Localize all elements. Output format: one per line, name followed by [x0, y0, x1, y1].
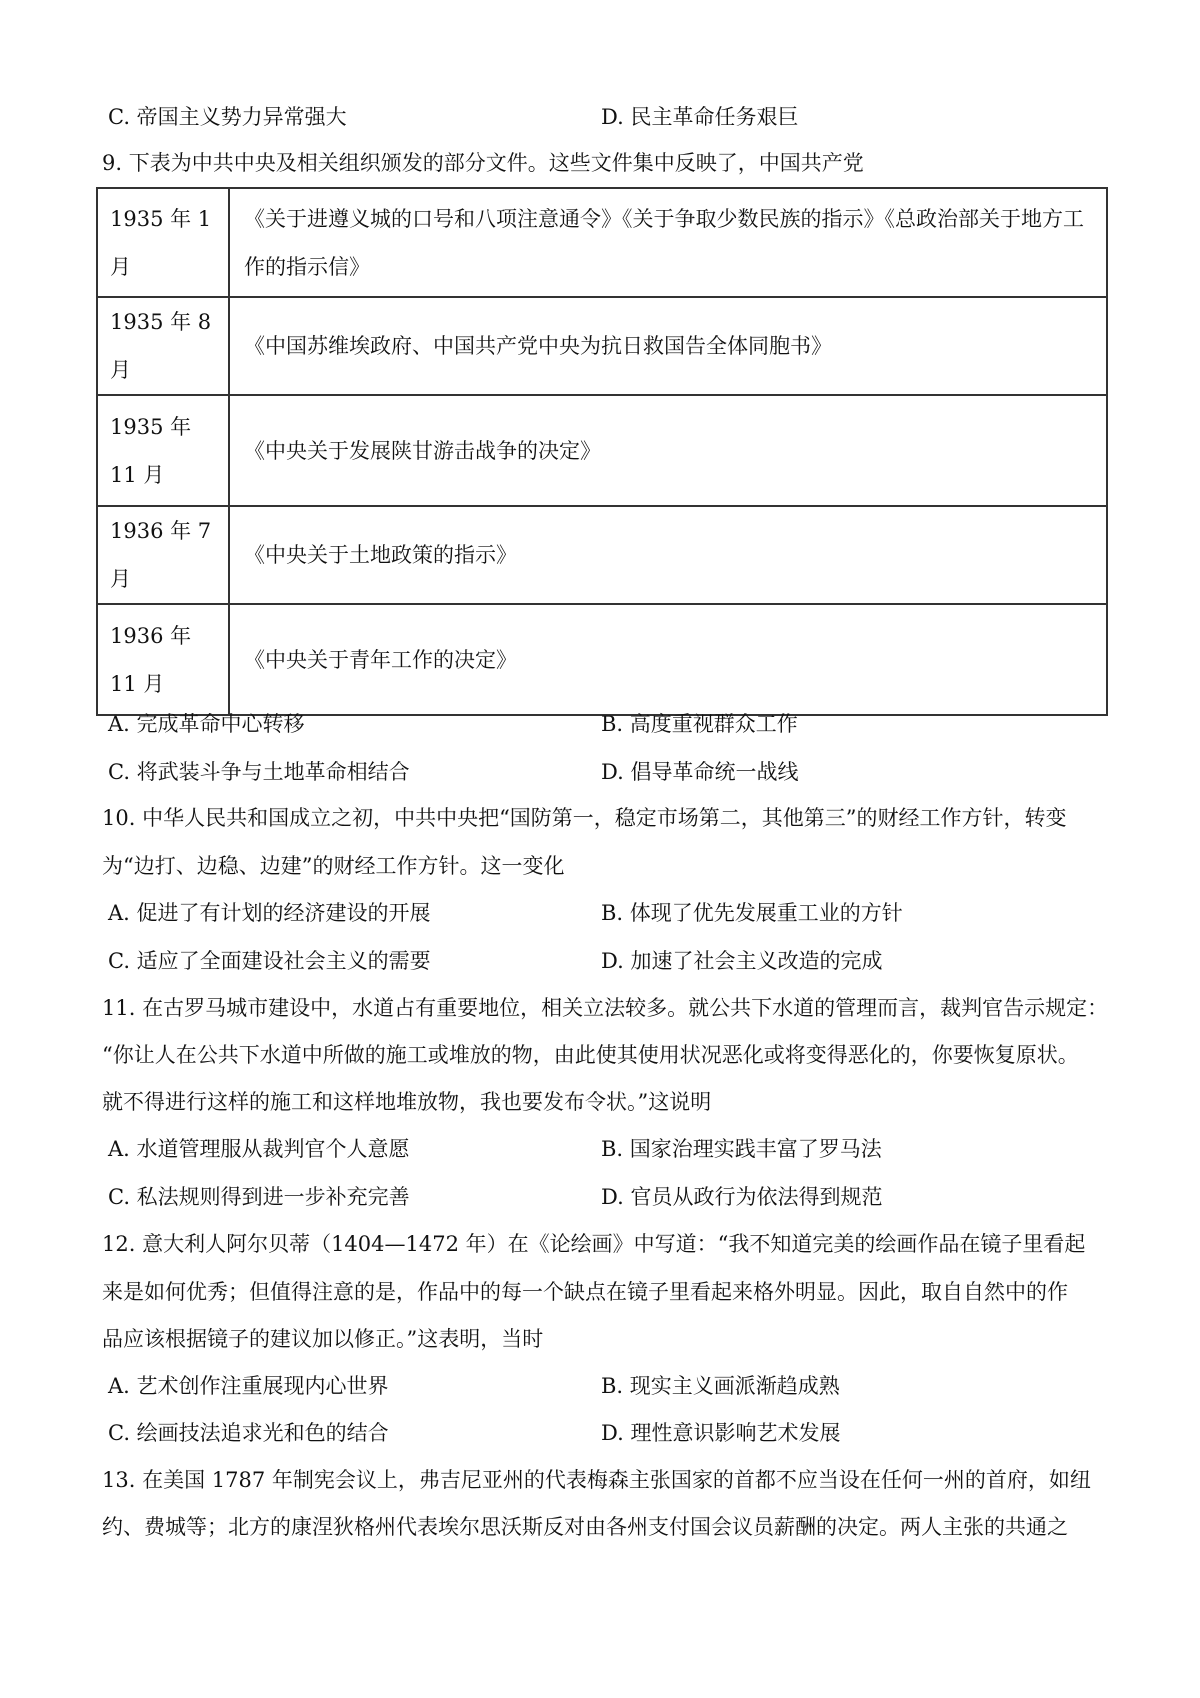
q11-option-a: A. 水道管理服从裁判官个人意愿 [108, 1137, 410, 1161]
q10-option-c: C. 适应了全面建设社会主义的需要 [108, 949, 431, 973]
table-row [97, 395, 1107, 506]
table-row [97, 604, 1107, 715]
q12-stem-line3: 品应该根据镜子的建议加以修正。”这表明，当时 [102, 1327, 544, 1351]
table-date-cell: 1936 年 11 月 [97, 604, 229, 715]
table-docs-cell: 《关于进遵义城的口号和八项注意通令》《关于争取少数民族的指示》《总政治部关于地方工作的指示信》 [229, 188, 1107, 297]
q11-stem-line3: 就不得进行这样的施工和这样地堆放物，我也要发布令状。”这说明 [102, 1090, 712, 1114]
table-date-cell: 1935 年 8 月 [97, 297, 229, 395]
q10-option-a: A. 促进了有计划的经济建设的开展 [108, 901, 431, 925]
q12-option-b: B. 现实主义画派渐趋成熟 [601, 1374, 840, 1398]
q11-stem-line2: “你让人在公共下水道中所做的施工或堆放的物，由此使其使用状况恶化或将变得恶化的，你要恢复原状。 [102, 1043, 1079, 1067]
q10-option-b: B. 体现了优先发展重工业的方针 [601, 901, 903, 925]
q9-option-d: D. 倡导革命统一战线 [601, 760, 799, 784]
q12-option-c: C. 绘画技法追求光和色的结合 [108, 1421, 389, 1445]
q12-option-a: A. 艺术创作注重展现内心世界 [108, 1374, 389, 1398]
q12-option-d: D. 理性意识影响艺术发展 [601, 1421, 841, 1445]
table-docs-cell: 《中央关于青年工作的决定》 [229, 604, 1107, 715]
table-row [97, 188, 1107, 297]
q9-stem: 9. 下表为中共中央及相关组织颁发的部分文件。这些文件集中反映了，中国共产党 [102, 151, 864, 175]
q13-stem-line1: 13. 在美国 1787 年制宪会议上，弗吉尼亚州的代表梅森主张国家的首都不应当设在任何一州的首府，如纽 [102, 1468, 1091, 1492]
q12-stem-line1: 12. 意大利人阿尔贝蒂（1404—1472 年）在《论绘画》中写道：“我不知道完美的绘画作品在镜子里看起 [102, 1232, 1086, 1256]
q10-stem-line2: 为“边打、边稳、边建”的财经工作方针。这一变化 [102, 854, 565, 878]
q9-documents-table [96, 187, 1108, 716]
q10-option-d: D. 加速了社会主义改造的完成 [601, 949, 883, 973]
q9-option-b: B. 高度重视群众工作 [601, 712, 798, 736]
table-date-cell: 1935 年 1 月 [97, 188, 229, 297]
table-date-cell: 1936 年 7 月 [97, 506, 229, 604]
table-docs-cell: 《中国苏维埃政府、中国共产党中央为抗日救国告全体同胞书》 [229, 297, 1107, 395]
table-row [97, 506, 1107, 604]
q10-stem-line1: 10. 中华人民共和国成立之初，中共中央把“国防第一，稳定市场第二，其他第三”的财经工作方针，转变 [102, 806, 1067, 830]
q9-option-a: A. 完成革命中心转移 [108, 712, 305, 736]
q8-option-c: C. 帝国主义势力异常强大 [108, 105, 347, 129]
table-docs-cell: 《中央关于土地政策的指示》 [229, 506, 1107, 604]
table-date-cell: 1935 年 11 月 [97, 395, 229, 506]
q11-stem-line1: 11. 在古罗马城市建设中，水道占有重要地位，相关立法较多。就公共下水道的管理而言，裁判官告示规定： [102, 996, 1109, 1020]
table-row [97, 297, 1107, 395]
q12-stem-line2: 来是如何优秀；但值得注意的是，作品中的每一个缺点在镜子里看起来格外明显。因此，取自自然中的作 [102, 1280, 1068, 1304]
q11-option-b: B. 国家治理实践丰富了罗马法 [601, 1137, 882, 1161]
q8-option-d: D. 民主革命任务艰巨 [601, 105, 799, 129]
q11-option-c: C. 私法规则得到进一步补充完善 [108, 1185, 410, 1209]
q13-stem-line2: 约、费城等；北方的康涅狄格州代表埃尔思沃斯反对由各州支付国会议员薪酬的决定。两人主张的共通之 [102, 1515, 1068, 1539]
q11-option-d: D. 官员从政行为依法得到规范 [601, 1185, 883, 1209]
table-docs-cell: 《中央关于发展陕甘游击战争的决定》 [229, 395, 1107, 506]
q9-option-c: C. 将武装斗争与土地革命相结合 [108, 760, 410, 784]
